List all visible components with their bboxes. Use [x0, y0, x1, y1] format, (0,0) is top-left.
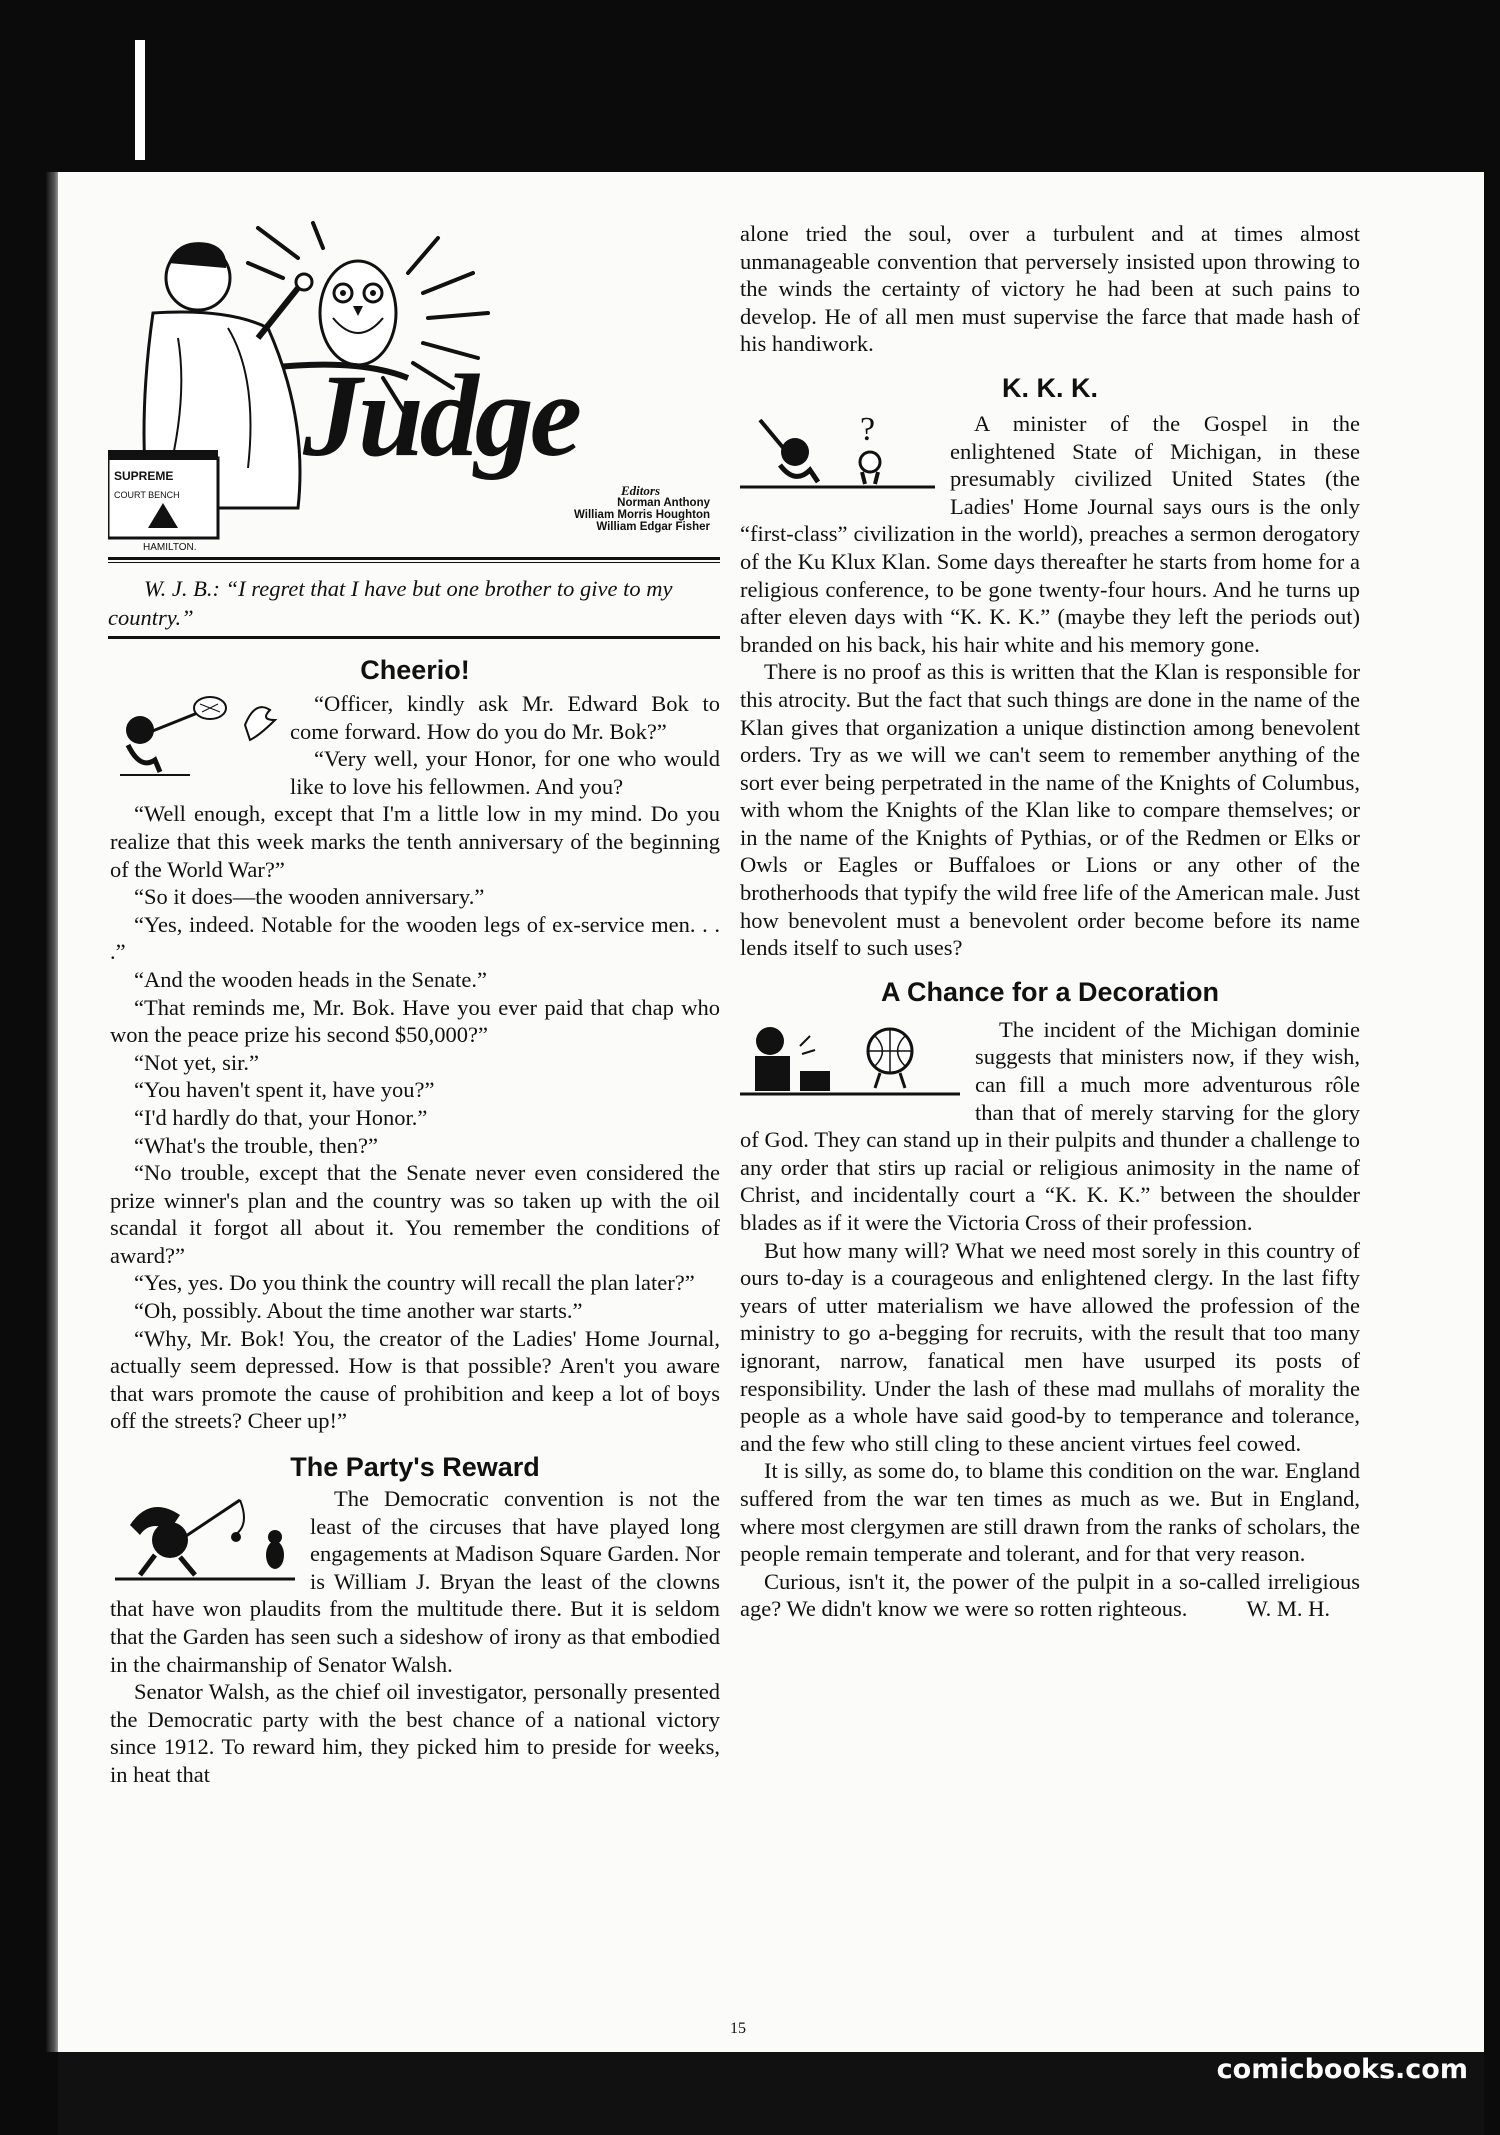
masthead-rule-bottom: [108, 636, 720, 639]
decoration-paragraph: The incident of the Michigan dominie suggests that ministers now, if they wish, can fill a much more adventurous rôle than that of merely starving for the glory of God. They can stand up in their pulpits and thunder a challenge to any order that stirs up racial or religious animosity in the name of Christ, and incidentally court a “K. K. K.” between the shoulder blades as if it were the Victoria Cross of their profession.: [740, 1016, 1360, 1235]
right-column: [740, 220, 1360, 1623]
cheerio-paragraph: “Well enough, except that I'm a little low in my mind. Do you realize that this week marks the tenth anniversary of the beginning of the World War?”: [110, 801, 720, 882]
continued-paragraph: alone tried the soul, over a turbulent and at times almost unmanageable convention that perversely insisted upon throwing to the winds the certainty of victory he had been at such pains to develop. He of all men must supervise the farce that made hash of his handiwork.: [740, 221, 1360, 357]
decoration-heading: A Chance for a Decoration: [880, 976, 1220, 1007]
cheerio-paragraph: “What's the trouble, then?”: [134, 1132, 378, 1158]
kkk-heading: K. K. K.: [1001, 372, 1098, 403]
decoration-paragraph: It is silly, as some do, to blame this condition on the war. England suffered from the war ten times as much as we. But in England, where most clergymen are still drawn from the ranks of scholars, the people remain temperate and tolerant, and for that very reason.: [740, 1458, 1360, 1567]
masthead-rule-top: [108, 557, 720, 560]
cheerio-paragraph: “Oh, possibly. About the time another war starts.”: [134, 1298, 583, 1324]
kkk-paragraph: A minister of the Gospel in the enlightened State of Michigan, in these presumably civilized United States (the Ladies' Home Journal says ours is the only “first-class” civilization in the world), preaches a sermon derogatory of the Ku Klux Klan. Some days thereafter he starts from home for a religious conference, to be gone twenty-four hours. And he turns up after eleven days with “K. K. K.” (maybe they left the periods out) branded on his back, his hair white and his memory gone.: [740, 410, 1360, 657]
cheerio-paragraph: “Not yet, sir.”: [134, 1049, 259, 1075]
butterfly-net-illustration: [110, 690, 280, 778]
cheerio-paragraph: “Very well, your Honor, for one who would like to love his fellowmen. And you?: [290, 746, 720, 799]
kkk-paragraph: There is no proof as this is written that the Klan is responsible for this atrocity. But the fact that such things are done in the name of the Klan gives that organization a unique distinction among benevolent orders. Try as we will we can't seem to remember anything of the sort ever being perpetrated in the name of the Knights of Columbus, with whom the Knights of the Klan like to compare themselves; or in the name of the Knights of Pythias, or of the Redmen or Elks or Owls or Eagles or Buffaloes or Lions or any other of the brotherhoods that typify the wild free life of the American male. Just how benevolent must a benevolent order become before its name lends itself to such uses?: [740, 659, 1360, 961]
cheerio-paragraph: “I'd hardly do that, your Honor.”: [134, 1104, 428, 1130]
svg-text:?: ?: [860, 410, 876, 448]
svg-text:SUPREME: SUPREME: [114, 469, 174, 483]
cheerio-paragraph: “Officer, kindly ask Mr. Edward Bok to come forward. How do you do Mr. Bok?”: [290, 691, 720, 744]
party-paragraph: Senator Walsh, as the chief oil investigator, personally presented the Democratic party with the best chance of a national victory since 1912. To reward him, they picked him to preside for weeks, in heat that: [110, 1679, 720, 1787]
cheerio-paragraph: “Why, Mr. Bok! You, the creator of the Ladies' Home Journal, actually seem depressed. How is that possible? Aren't you aware that wars promote the cause of prohibition and keep a lot of boys off the streets? Cheer up!”: [110, 1325, 720, 1434]
quote-text: W. J. B.: “I regret that I have but one brother to give to my country.”: [108, 576, 673, 630]
decoration-paragraph: [740, 1568, 1360, 1623]
cheerio-paragraph: “No trouble, except that the Senate never even considered the prize winner's plan and the country was so taken up with the oil scandal it forgot all about it. You remember the conditions of award?”: [110, 1160, 720, 1268]
masthead-rule-top-thin: [108, 562, 720, 563]
editor-name: Norman Anthony: [617, 497, 710, 509]
masthead-title: Judge: [303, 350, 578, 481]
cheerio-paragraph: “Yes, yes. Do you think the country will recall the plan later?”: [134, 1270, 695, 1296]
top-mark: [135, 40, 145, 160]
svg-text:HAMILTON.: HAMILTON.: [143, 542, 197, 553]
watermark: comicbooks.com: [1216, 2054, 1468, 2085]
party-paragraph: The Democratic convention is not the least of the circuses that have played long engagements at Madison Square Garden. Nor is William J. Bryan the least of the clowns that have won plaudits from the multitude there. But it is seldom that the Garden has seen such a sideshow of irony as that embodied in the chairmanship of Senator Walsh.: [110, 1486, 720, 1677]
left-column: [110, 655, 720, 1789]
bryan-quote: [108, 574, 720, 632]
signature: W. M. H.: [1246, 1596, 1330, 1622]
editors-label: Editors: [620, 483, 660, 498]
kkk-illustration: [740, 410, 940, 490]
cheerio-heading: Cheerio!: [360, 655, 470, 685]
cheerio-paragraph: “And the wooden heads in the Senate.”: [134, 966, 488, 992]
cheerio-paragraph: “Yes, indeed. Notable for the wooden legs of ex-service men. . . .”: [110, 911, 720, 965]
party-heading: The Party's Reward: [290, 1452, 540, 1483]
editor-name: William Edgar Fisher: [596, 521, 710, 533]
cheerio-paragraph: “You haven't spent it, have you?”: [134, 1077, 435, 1103]
decoration-last-text: Curious, isn't it, the power of the pulpit in a so-called irreligious age? We didn't know we were so rotten righteous.: [740, 1568, 1360, 1622]
editor-name: William Morris Houghton: [574, 509, 710, 521]
decoration-illustration: [740, 1016, 965, 1098]
decoration-paragraph: But how many will? What we need most sorely in this country of ours to-day is a courageous and enlightened clergy. In the last fifty years of utter materialism we have allowed the profession of the ministry to go a-begging for recruits, with the result that too many ignorant, narrow, fanatical men have usurped its posts of responsibility. Under the lash of these mad mullahs of morality the people as a whole have said good-by to temperance and tolerance, and the few who still cling to these ancient virtues feel cowed.: [740, 1237, 1360, 1456]
editors-box: [480, 485, 710, 533]
cheerio-paragraph: “So it does—the wooden anniversary.”: [134, 884, 485, 910]
clown-owl-illustration: [110, 1485, 300, 1581]
svg-text:COURT BENCH: COURT BENCH: [114, 490, 180, 500]
cheerio-paragraph: “That reminds me, Mr. Bok. Have you ever paid that chap who won the peace prize his second $50,000?”: [110, 994, 720, 1048]
page-number: 15: [730, 2020, 746, 2037]
